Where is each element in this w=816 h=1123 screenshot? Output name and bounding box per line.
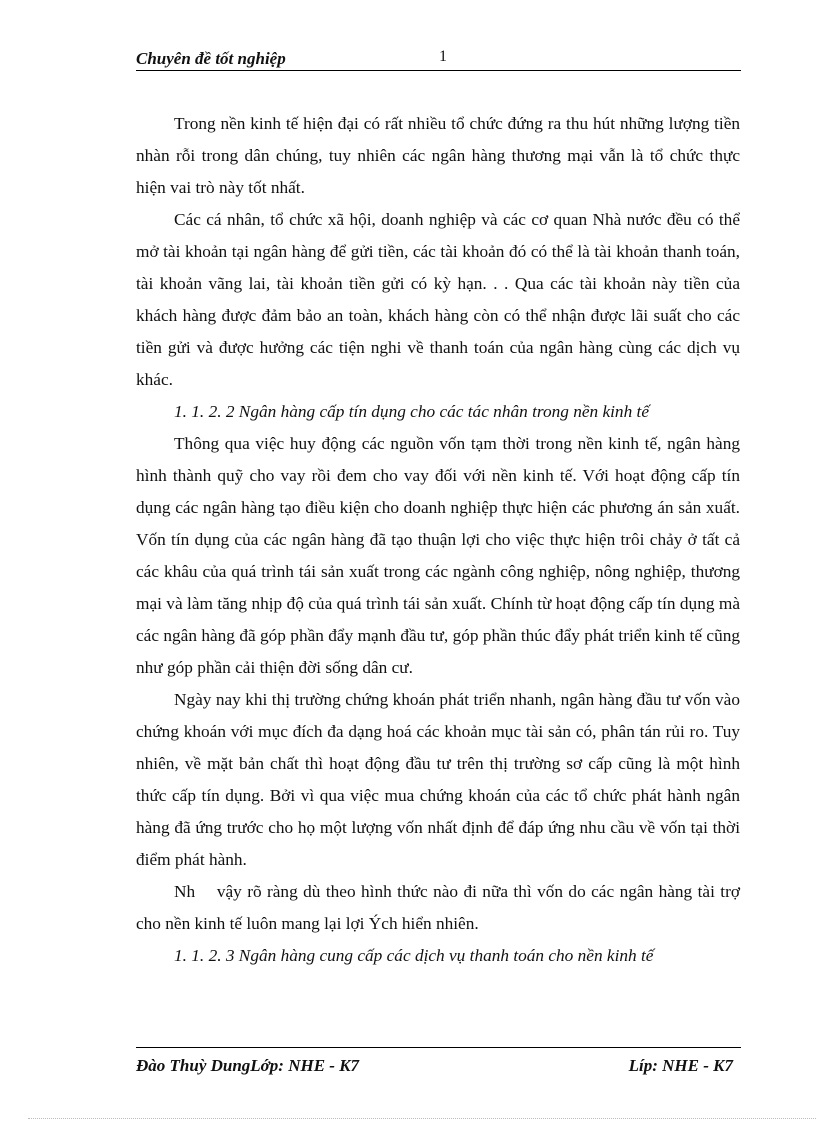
paragraph: Ngày nay khi thị trường chứng khoán phát triển nhanh, ngân hàng đầu tư vốn vào chứng khoán với mục đích đa dạng hoá các khoản mục tài sản có, phân tán rủi ro. Tuy nhiên, về mặt bản chất thì hoạt động đầu tư trên thị trường sơ cấp cũng là một hình thức cấp tín dụng. Bởi vì qua việc mua chứng khoán của các tổ chức phát hành ngân hàng đã ứng trước cho họ một lượng vốn nhất định để đáp ứng nhu cầu về vốn tại thời điểm phát hành.	[136, 690, 740, 869]
header-title: Chuyên đề tốt nghiệp	[136, 49, 286, 68]
page-number: 1	[439, 48, 447, 65]
page-edge-divider	[28, 1118, 816, 1119]
page-header	[136, 48, 741, 71]
paragraph: Các cá nhân, tổ chức xã hội, doanh nghiệp và các cơ quan Nhà nước đều có thể mở tài khoản tại ngân hàng để gửi tiền, các tài khoản đó có thể là tài khoản thanh toán, tài khoản vãng lai, tài khoản tiền gửi có kỳ hạn. . . Qua các tài khoản này tiền của khách hàng được đảm bảo an toàn, khách hàng còn có thể nhận được lãi suất cho các tiền gửi và được hưởng các tiện nghi về thanh toán của ngân hàng cùng các dịch vụ khác.	[136, 210, 740, 389]
section-heading: 1. 1. 2. 3 Ngân hàng cung cấp các dịch vụ thanh toán cho nền kinh tế	[174, 946, 654, 965]
paragraph: Thông qua việc huy động các nguồn vốn tạm thời trong nền kinh tế, ngân hàng hình thành quỹ cho vay rồi đem cho vay đối với nền kinh tế. Với hoạt động cấp tín dụng các ngân hàng tạo điều kiện cho doanh nghiệp thực hiện các phương án sản xuất. Vốn tín dụng của các ngân hàng đã tạo thuận lợi cho việc thực hiện trôi chảy ở tất cả các khâu của quá trình tái sản xuất trong các ngành công nghiệp, nông nghiệp, thương mại và làm tăng nhịp độ của quá trình tái sản xuất. Chính từ hoạt động cấp tín dụng mà các ngân hàng đã góp phần đẩy mạnh đầu tư, góp phần thúc đẩy phát triển kinh tế cũng như góp phần cải thiện đời sống dân cư.	[136, 434, 740, 677]
section-heading: 1. 1. 2. 2 Ngân hàng cấp tín dụng cho các tác nhân trong nền kinh tế	[174, 402, 650, 421]
paragraph: Trong nền kinh tế hiện đại có rất nhiều tổ chức đứng ra thu hút những lượng tiền nhàn rỗi trong dân chúng, tuy nhiên các ngân hàng thương mại vẫn là tổ chức thực hiện vai trò này tốt nhất.	[136, 114, 740, 197]
paragraph: Nh vậy rõ ràng dù theo hình thức nào đi nữa thì vốn do các ngân hàng tài trợ cho nền kinh tế luôn mang lại lợi Ých hiển nhiên.	[136, 882, 745, 933]
page-footer	[136, 1047, 741, 1080]
footer-class: Líp: NHE - K7	[628, 1056, 733, 1075]
document-body	[136, 108, 745, 972]
footer-author: Đào Thuỳ DungLớp: NHE - K7	[136, 1056, 360, 1075]
